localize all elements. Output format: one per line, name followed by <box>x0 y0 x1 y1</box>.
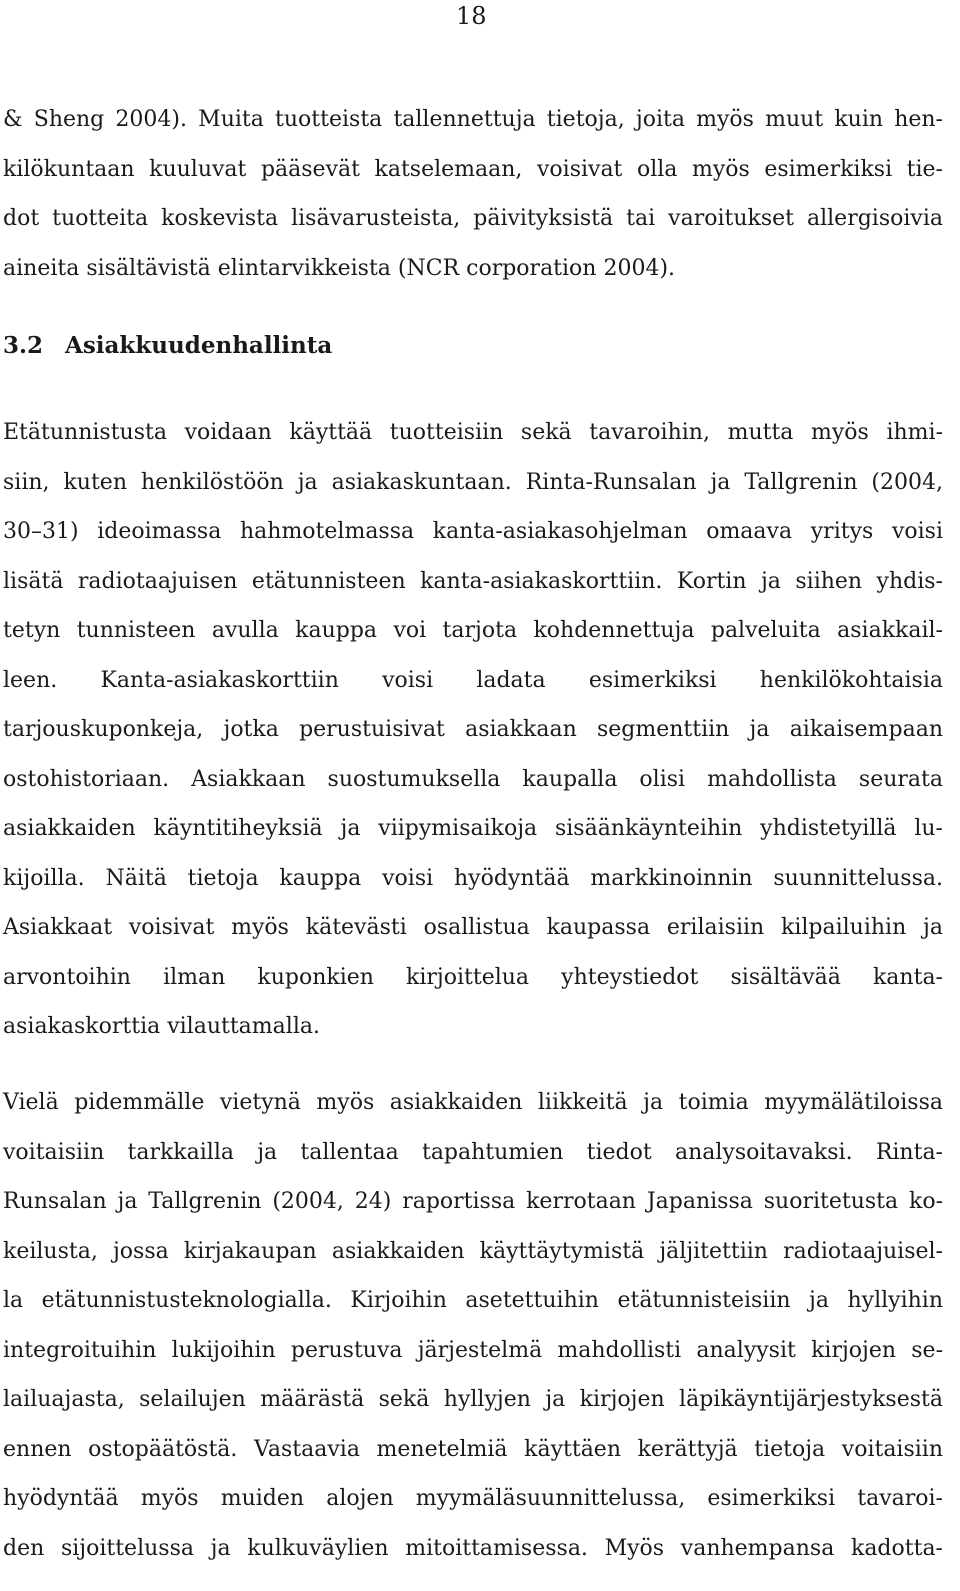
text-line: 30–31) ideoimassa hahmotelmassa kanta-asiakasohjelman omaava yritys voisi <box>3 519 943 544</box>
text-line: hyödyntää myös muiden alojen myymäläsuunnittelussa, esimerkiksi tavaroi- <box>3 1486 943 1511</box>
text-line: lisätä radiotaajuisen etätunnisteen kanta-asiakaskorttiin. Kortin ja siihen yhdis- <box>3 568 943 594</box>
text-line: voitaisiin tarkkailla ja tallentaa tapahtumien tiedot analysoitavaksi. Rinta- <box>3 1139 943 1165</box>
text-line: ennen ostopäätöstä. Vastaavia menetelmiä käyttäen kerättyjä tietoja voitaisiin <box>3 1436 943 1462</box>
paragraph-intro-continuation <box>3 95 943 293</box>
text-line: keilusta, jossa kirjakaupan asiakkaiden käyttäytymistä jäljitettiin radiotaajuisel- <box>3 1238 943 1264</box>
text-line: lailuajasta, selailujen määrästä sekä hyllyjen ja kirjojen läpikäyntijärjestyksestä <box>3 1387 943 1412</box>
text-line: la etätunnistusteknologialla. Kirjoihin asetettuihin etätunnisteisiin ja hyllyihin <box>3 1288 943 1313</box>
paragraph-store-tracking <box>3 1078 943 1573</box>
text-line: kijoilla. Näitä tietoja kauppa voisi hyödyntää markkinoinnin suunnittelussa. <box>3 865 943 891</box>
text-line: Runsalan ja Tallgrenin (2004, 24) raportissa kerrotaan Japanissa suoritetusta ko- <box>3 1189 943 1214</box>
section-number: 3.2 <box>3 332 44 359</box>
text-line: tarjouskuponkeja, jotka perustuisivat asiakkaan segmenttiin ja aikaisempaan <box>3 717 943 742</box>
text-line: integroituihin lukijoihin perustuva järjestelmä mahdollisti analyysit kirjojen se- <box>3 1337 943 1363</box>
text-line: ostohistoriaan. Asiakkaan suostumuksella kaupalla olisi mahdollista seurata <box>3 766 943 792</box>
page-number: 18 <box>456 2 487 30</box>
text-line: arvontoihin ilman kuponkien kirjoittelua yhteystiedot sisältävää kanta- <box>3 964 943 990</box>
text-line: Etätunnistusta voidaan käyttää tuotteisiin sekä tavaroihin, mutta myös ihmi- <box>3 420 943 445</box>
text-line: tetyn tunnisteen avulla kauppa voi tarjota kohdennettuja palveluita asiakkail- <box>3 618 943 643</box>
text-line: & Sheng 2004). Muita tuotteista tallennettuja tietoja, joita myös muut kuin hen- <box>3 107 943 132</box>
text-line: asiakaskorttia vilauttamalla. <box>3 1014 320 1039</box>
text-line: aineita sisältävistä elintarvikkeista (NCR corporation 2004). <box>3 255 676 281</box>
text-line: asiakkaiden käyntitiheyksiä ja viipymisaikoja sisäänkäynteihin yhdistetyillä lu- <box>3 816 943 841</box>
text-line: leen. Kanta-asiakaskorttiin voisi ladata esimerkiksi henkilökohtaisia <box>3 667 943 693</box>
text-line: kilökuntaan kuuluvat pääsevät katselemaan, voisivat olla myös esimerkiksi tie- <box>3 156 943 182</box>
text-line: siin, kuten henkilöstöön ja asiakaskuntaan. Rinta-Runsalan ja Tallgrenin (2004, <box>3 469 943 495</box>
section-heading <box>3 322 332 370</box>
section-title: Asiakkuudenhallinta <box>65 332 333 359</box>
text-line: den sijoittelussa ja kulkuväylien mitoittamisessa. Myös vanhempansa kadotta- <box>3 1535 943 1561</box>
text-line: dot tuotteita koskevista lisävarusteista, päivityksistä tai varoitukset allergisoivia <box>3 206 943 231</box>
paragraph-customer-management <box>3 408 943 1052</box>
text-line: Asiakkaat voisivat myös kätevästi osallistua kaupassa erilaisiin kilpailuihin ja <box>3 915 943 940</box>
text-line: Vielä pidemmälle vietynä myös asiakkaiden liikkeitä ja toimia myymälätiloissa <box>3 1090 943 1115</box>
